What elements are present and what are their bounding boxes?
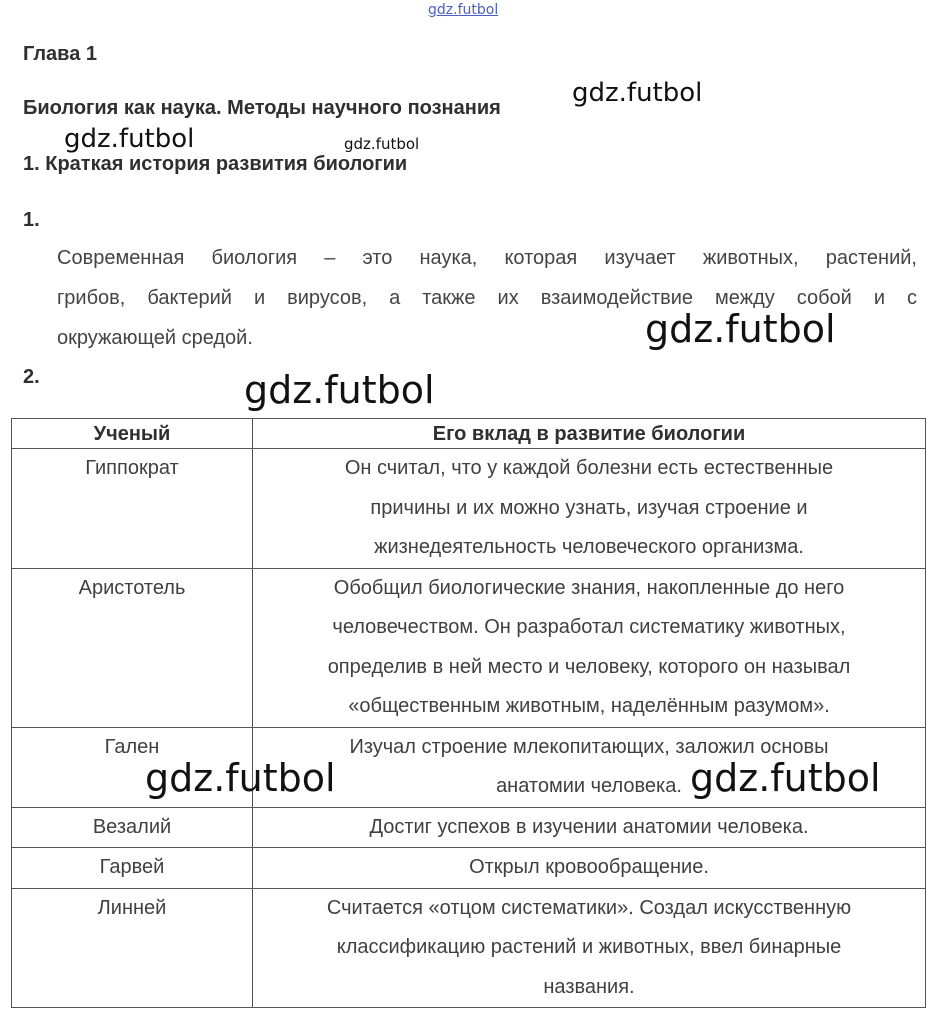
contribution-line: Достиг успехов в изучении анатомии человека. bbox=[369, 815, 809, 838]
contribution-line: Обобщил биологические знания, накопленные до него bbox=[333, 576, 845, 599]
contribution-line: «общественным животным, наделённым разумом». bbox=[348, 695, 830, 717]
answer-line: окружающей средой. bbox=[57, 327, 253, 349]
contribution-line: названия. bbox=[543, 975, 635, 998]
table-row bbox=[12, 449, 926, 569]
subsection-title: 1. Краткая история развития биологии bbox=[23, 153, 408, 175]
contribution-cell bbox=[253, 568, 926, 727]
scientist-cell: Гиппократ bbox=[12, 449, 253, 569]
contribution-cell bbox=[253, 888, 926, 1008]
answer-line: Современная биология – это наука, которая изучает животных, растений, bbox=[57, 247, 917, 269]
scientist-cell: Гарвей bbox=[12, 848, 253, 889]
section-title: Биология как наука. Методы научного познания bbox=[23, 97, 501, 119]
contribution-cell bbox=[253, 848, 926, 889]
contribution-line: Он считал, что у каждой болезни есть естественные bbox=[344, 457, 834, 479]
table-header-row bbox=[12, 419, 926, 449]
table-row bbox=[12, 807, 926, 848]
contribution-cell bbox=[253, 449, 926, 569]
header-contribution: Его вклад в развитие биологии bbox=[253, 419, 926, 449]
contribution-line: классификацию растений и животных, ввел бинарные bbox=[336, 936, 842, 958]
chapter-heading: Глава 1 bbox=[23, 43, 98, 65]
contribution-line: Изучал строение млекопитающих, заложил основы bbox=[349, 735, 829, 758]
answer-line: грибов, бактерий и вирусов, а также их взаимодействие между собой и с bbox=[57, 287, 917, 309]
contribution-line: причины и их можно узнать, изучая строение и bbox=[370, 496, 808, 519]
table-row bbox=[12, 568, 926, 727]
watermark: gdz.futbol bbox=[64, 124, 195, 154]
scientist-cell: Везалий bbox=[12, 807, 253, 848]
scientist-cell: Аристотель bbox=[12, 568, 253, 727]
header-scientist: Ученый bbox=[12, 419, 253, 449]
watermark: gdz.futbol bbox=[645, 307, 836, 351]
question-1-number: 1. bbox=[23, 209, 40, 231]
contribution-line: Открыл кровообращение. bbox=[469, 856, 709, 878]
watermark: gdz.futbol bbox=[244, 368, 435, 412]
watermark: gdz.futbol bbox=[690, 756, 881, 800]
contribution-cell bbox=[253, 807, 926, 848]
watermark: gdz.futbol bbox=[572, 78, 703, 108]
question-2-number: 2. bbox=[23, 366, 40, 388]
scientist-cell: Линней bbox=[12, 888, 253, 1008]
scientist-cell: Гален bbox=[12, 727, 253, 807]
scientists-table bbox=[11, 418, 926, 1008]
contribution-line: Считается «отцом систематики». Создал искусственную bbox=[326, 896, 852, 919]
contribution-line: жизнедеятельность человеческого организма. bbox=[374, 536, 804, 558]
table-row bbox=[12, 888, 926, 1008]
contribution-line: определив в ней место и человеку, которого он называл bbox=[327, 655, 851, 678]
watermark-link-top[interactable]: gdz.futbol bbox=[428, 2, 499, 18]
contribution-line: человечеством. Он разработал систематику животных, bbox=[332, 616, 846, 638]
watermark: gdz.futbol bbox=[344, 135, 420, 153]
contribution-line: анатомии человека. bbox=[496, 775, 682, 797]
table-row bbox=[12, 848, 926, 889]
watermark: gdz.futbol bbox=[145, 756, 336, 800]
